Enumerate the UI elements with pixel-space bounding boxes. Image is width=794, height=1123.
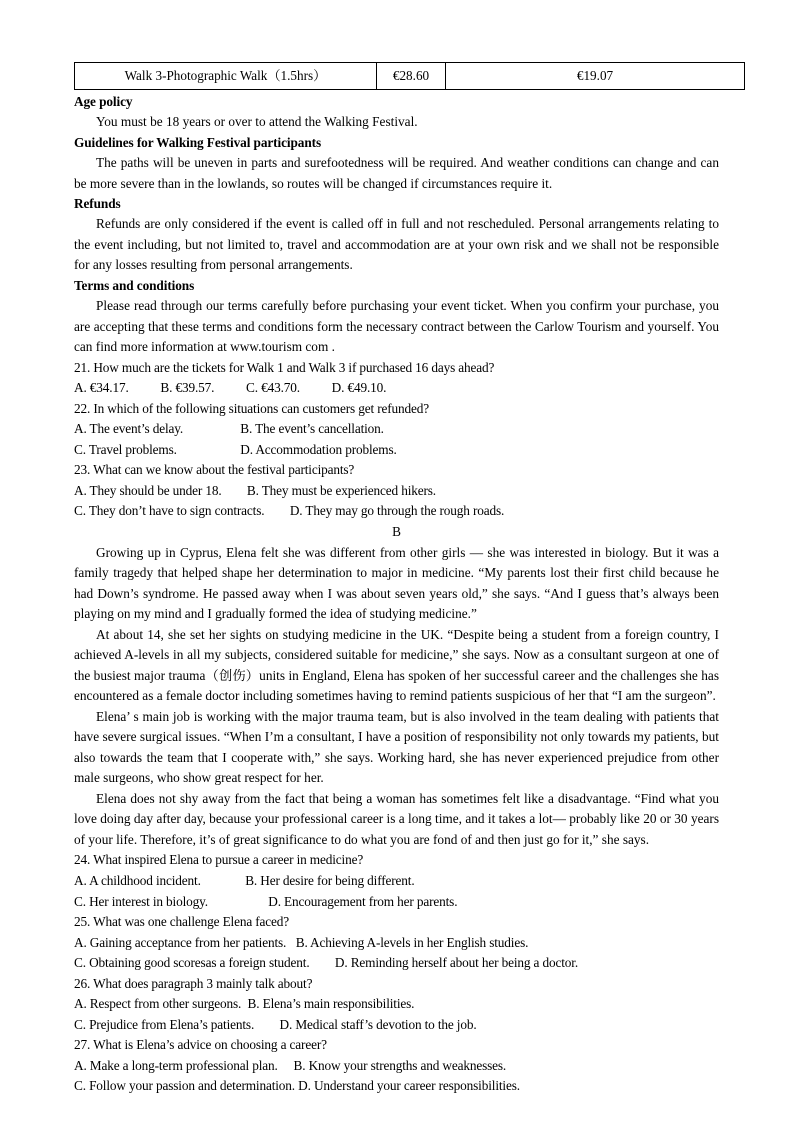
question-27-options-line-1: A. Make a long-term professional plan. B. Know your strengths and weaknesses. [74, 1057, 507, 1073]
terms-body: Please read through our terms carefully before purchasing your event ticket. When you confirm your purchase, you are accepting that these terms and conditions form the necessary contract between the Carlow Tourism and yourself. You can find more information at www.tourism com . [74, 298, 719, 355]
question-22-options-line-1: A. The event’s delay. B. The event’s cancellation. [74, 421, 384, 437]
question-23-stem: 23. What can we know about the festival participants? [74, 462, 355, 478]
question-22-options-line-2: C. Travel problems. D. Accommodation problems. [74, 441, 397, 457]
document-page [74, 62, 719, 1097]
age-policy-heading: Age policy [74, 94, 133, 110]
question-21-options-line-1: A. €34.17. B. €39.57. C. €43.70. D. €49.10. [74, 380, 387, 396]
question-25-options-line-2: C. Obtaining good scoresas a foreign student. D. Reminding herself about her being a doctor. [74, 955, 578, 971]
refunds-heading: Refunds [74, 196, 121, 212]
question-23-options-line-1: A. They should be under 18. B. They must be experienced hikers. [74, 482, 436, 498]
passage-b-paragraph-2: At about 14, she set her sights on studying medicine in the UK. “Despite being a student from a foreign country, I achieved A-levels in all my subjects, considered suitable for medicine,” she says. Now as a consultant surgeon at one of the busiest major trauma（创伤）units in England, Elena has spoken of her successful career and the challenges she has encountered as a female doctor including sometimes having to remind patients suspicious of her that “I am the surgeon”. [74, 626, 719, 704]
question-27-options-line-2: C. Follow your passion and determination. D. Understand your career responsibilities. [74, 1078, 520, 1094]
passage-b-label: B [392, 523, 401, 539]
passage-b-paragraph-1: Growing up in Cyprus, Elena felt she was different from other girls — she was interested in biology. But it was a family tragedy that helped shape her determination to major in medicine. “My parents lost their first child because he had Down’s syndrome. He passed away when I was about seven years old,” she says. “And I guess that’s always been playing on my mind and I gradually formed the idea of studying medicine.” [74, 544, 719, 622]
table-row [75, 63, 745, 90]
question-24-options-line-1: A. A childhood incident. B. Her desire for being different. [74, 873, 415, 889]
passage-b-paragraph-4: Elena does not shy away from the fact that being a woman has sometimes felt like a disadvantage. “Find what you love doing day after day, because your professional career is a long time, and it takes a lot— probably like 20 or 30 years of your life. Therefore, it’s of great significance to do what you are fond of and then just go for it,” she says. [74, 790, 719, 847]
age-policy-body: You must be 18 years or over to attend the Walking Festival. [96, 114, 418, 130]
question-26-options-line-1: A. Respect from other surgeons. B. Elena’s main responsibilities. [74, 996, 415, 1012]
question-25-stem: 25. What was one challenge Elena faced? [74, 914, 290, 930]
walk-name-cell: Walk 3-Photographic Walk（1.5hrs） [75, 63, 377, 90]
question-23-options-line-2: C. They don’t have to sign contracts. D. They may go through the rough roads. [74, 503, 505, 519]
question-26-options-line-2: C. Prejudice from Elena’s patients. D. Medical staff’s devotion to the job. [74, 1016, 477, 1032]
walk-price-cell: €28.60 [377, 63, 446, 90]
guidelines-heading: Guidelines for Walking Festival participants [74, 134, 322, 150]
passage-b-paragraph-3: Elena’ s main job is working with the major trauma team, but is also involved in the team dealing with patients that have severe surgical issues. “When I’m a consultant, I have a position of responsibility not only towards my patients, but also towards the team that I cooperate with,” she says. Working hard, she has never experienced prejudice from other male surgeons, who show great respect for her. [74, 708, 719, 786]
guidelines-body: The paths will be uneven in parts and surefootedness will be required. And weather conditions can change and can be more severe than in the lowlands, so routes will be changed if circumstances require it. [74, 155, 719, 191]
refunds-body: Refunds are only considered if the event is called off in full and not rescheduled. Personal arrangements relating to the event including, but not limited to, travel and accommodation are at your own risk and we shall not be responsible for any losses resulting from personal arrangements. [74, 216, 719, 273]
walk-discount-cell: €19.07 [446, 63, 745, 90]
question-27-stem: 27. What is Elena’s advice on choosing a career? [74, 1037, 327, 1053]
question-24-stem: 24. What inspired Elena to pursue a career in medicine? [74, 852, 364, 868]
question-22-stem: 22. In which of the following situations can customers get refunded? [74, 400, 430, 416]
question-21-stem: 21. How much are the tickets for Walk 1 and Walk 3 if purchased 16 days ahead? [74, 359, 495, 375]
terms-heading: Terms and conditions [74, 277, 195, 293]
question-24-options-line-2: C. Her interest in biology. D. Encouragement from her parents. [74, 893, 458, 909]
question-25-options-line-1: A. Gaining acceptance from her patients. B. Achieving A-levels in her English studies. [74, 934, 529, 950]
walk-price-table [74, 62, 745, 90]
question-26-stem: 26. What does paragraph 3 mainly talk about? [74, 975, 313, 991]
